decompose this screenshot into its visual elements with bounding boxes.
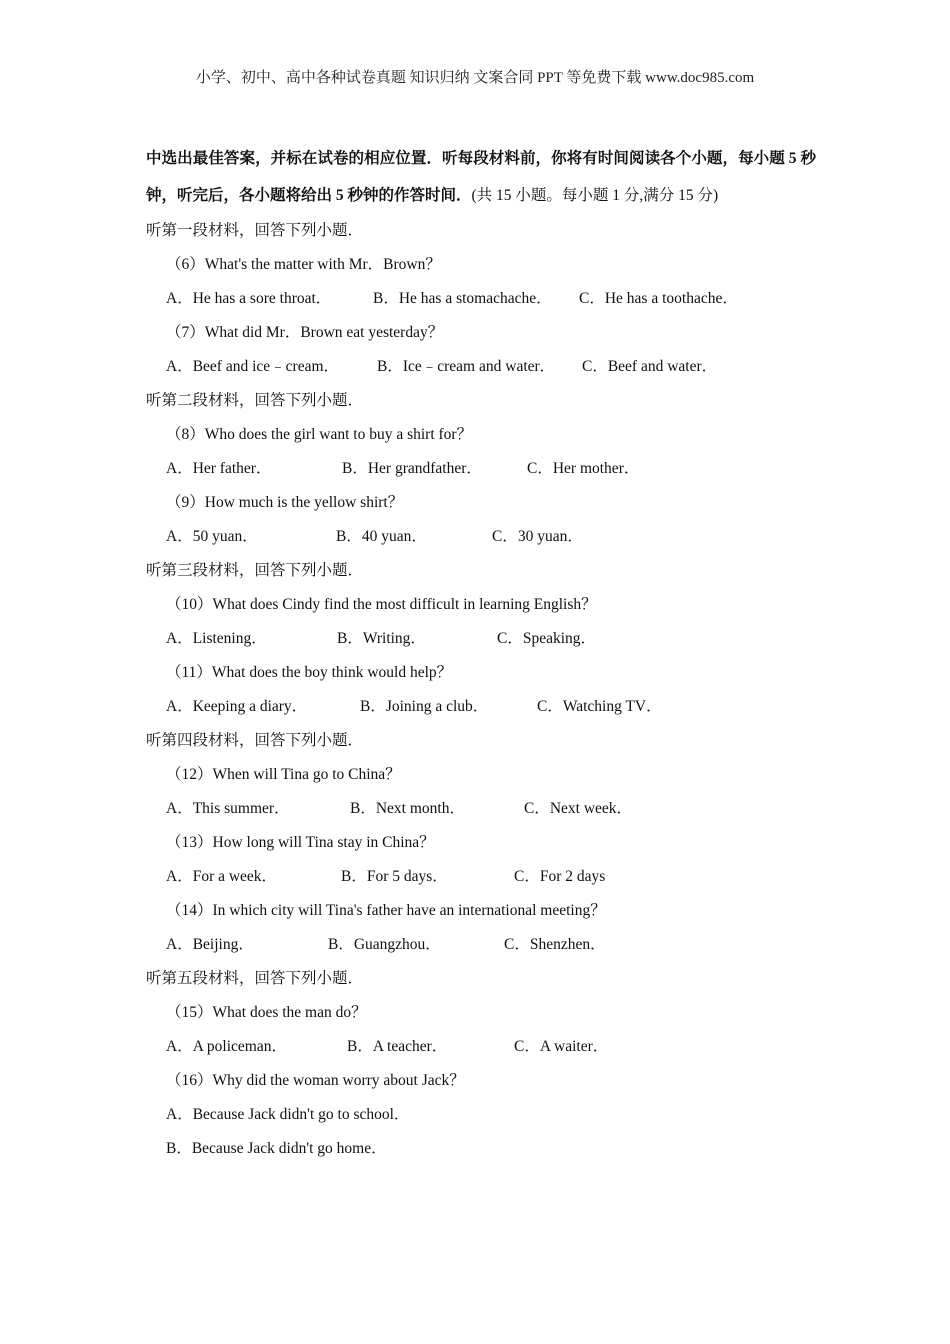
option-b: B．Because Jack didn't go home． [166, 1140, 387, 1157]
instructions-normal: (共 15 小题。每小题 1 分,满分 15 分) [471, 187, 719, 204]
option-b: B．Ice﹣cream and water． [377, 358, 556, 375]
option-a: A．50 yuan． [166, 528, 258, 545]
question: （11）What does the boy think would help？ [166, 664, 453, 681]
section-title: 听第五段材料，回答下列小题． [146, 970, 364, 987]
question: （8）Who does the girl want to buy a shirt for？ [166, 426, 473, 443]
page-header: 小学、初中、高中各种试卷真题 知识归纳 文案合同 PPT 等免费下载 www.doc985.com [195, 70, 755, 86]
option-c: C．Speaking． [497, 630, 597, 647]
option-b: B．Her grandfather． [342, 460, 482, 477]
option-a: A．Listening． [166, 630, 267, 647]
option-a: A．For a week． [166, 868, 278, 885]
question: （6）What's the matter with Mr．Brown？ [166, 256, 441, 273]
option-a: A．Keeping a diary． [166, 698, 308, 715]
options-row [146, 928, 816, 962]
options-row [146, 1030, 816, 1064]
option-c: C．Beef and water． [582, 358, 718, 375]
option-c: C．30 yuan． [492, 528, 583, 545]
option-b: B．Joining a club． [360, 698, 489, 715]
options-row [146, 282, 816, 316]
question: （13）How long will Tina stay in China？ [166, 834, 435, 851]
option-c: C．Next week． [524, 800, 633, 817]
question: （15）What does the man do？ [166, 1004, 367, 1021]
option-a: A．Because Jack didn't go to school． [166, 1106, 410, 1123]
option-c: C．A waiter． [514, 1038, 609, 1055]
option-b: B．He has a stomachache． [373, 290, 552, 307]
question: （9）How much is the yellow shirt？ [166, 494, 404, 511]
option-b: B．Next month． [350, 800, 465, 817]
options-row [146, 622, 816, 656]
option-a: A．Beef and ice﹣cream． [166, 358, 340, 375]
option-b: B．Guangzhou． [328, 936, 441, 953]
option-a: A．He has a sore throat． [166, 290, 332, 307]
option-b: B．40 yuan． [336, 528, 427, 545]
section-title: 听第四段材料，回答下列小题． [146, 732, 364, 749]
option-c: C．For 2 days [514, 868, 606, 885]
instructions-bold: 中选出最佳答案，并标在试卷的相应位置．听每段材料前，你将有时间阅读各个小题，每小题 5 秒钟，听完后，各小题将给出 5 秒钟的作答时间． [146, 150, 816, 204]
section-title: 听第二段材料，回答下列小题． [146, 392, 364, 409]
option-a: A．Her father． [166, 460, 272, 477]
exam-content [146, 140, 816, 1166]
instructions [146, 140, 816, 214]
question: （12）When will Tina go to China？ [166, 766, 401, 783]
question: （14）In which city will Tina's father have an international meeting？ [166, 902, 606, 919]
option-b: B．Writing． [337, 630, 426, 647]
options-row [146, 792, 816, 826]
section-title: 听第三段材料，回答下列小题． [146, 562, 364, 579]
option-c: C．He has a toothache． [579, 290, 738, 307]
option-c: C．Her mother． [527, 460, 640, 477]
question: （7）What did Mr．Brown eat yesterday？ [166, 324, 444, 341]
option-c: C．Shenzhen． [504, 936, 606, 953]
option-c: C．Watching TV． [537, 698, 662, 715]
options-row [146, 860, 816, 894]
question: （16）Why did the woman worry about Jack？ [166, 1072, 465, 1089]
options-row [146, 452, 816, 486]
option-a: A．This summer． [166, 800, 290, 817]
option-a: A．A policeman． [166, 1038, 287, 1055]
options-row [146, 350, 816, 384]
option-a: A．Beijing． [166, 936, 254, 953]
option-b: B．For 5 days． [341, 868, 448, 885]
question: （10）What does Cindy find the most difficult in learning English？ [166, 596, 597, 613]
options-row [146, 690, 816, 724]
option-b: B．A teacher． [347, 1038, 448, 1055]
section-title: 听第一段材料，回答下列小题． [146, 222, 364, 239]
options-row [146, 520, 816, 554]
